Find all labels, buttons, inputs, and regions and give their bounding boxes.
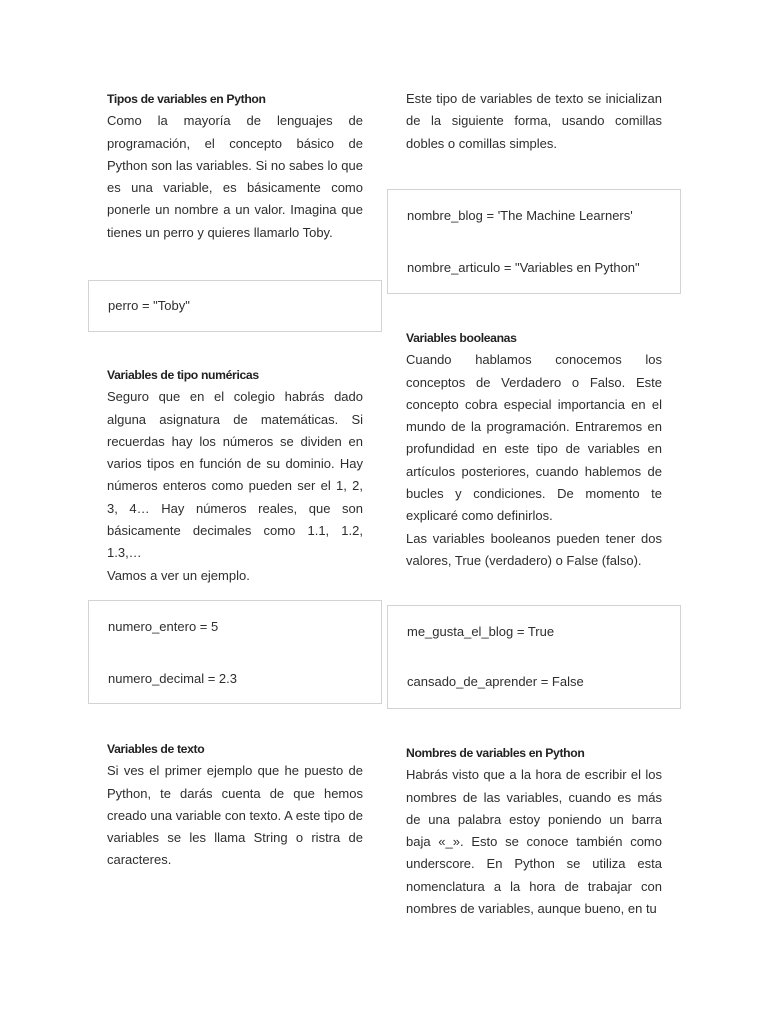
paragraph-numeric: Seguro que en el colegio habrás dado alguna asignatura de matemáticas. Si recuerdas hay los números se dividen en varios tipos en función de su dominio. Hay números enteros como pueden ser el 1, 2, 3, 4… Hay números reales, que son básicamente decimales como 1.1, 1.2, 1.3,… — [107, 389, 363, 561]
code-line: perro = "Toby" — [108, 298, 190, 313]
left-column — [107, 88, 363, 244]
code-line: cansado_de_aprender = False — [407, 674, 584, 689]
code-block-numbers — [88, 600, 382, 704]
code-line: nombre_blog = 'The Machine Learners' — [407, 208, 633, 223]
paragraph-variable-names: Habrás visto que a la hora de escribir el los nombres de las variables, cuando es más de una palabra estoy poniendo un barra baja «_». Esto se conoce también como underscore. En Python se utiliza esta nomenclatura a la hora de trabajar con nombres de variables, aunque bueno, en tu — [406, 767, 662, 917]
code-block-perro — [88, 280, 382, 332]
paragraph-text-variables: Si ves el primer ejemplo que he puesto de Python, te darás cuenta de que hemos creado una variable con texto. A este tipo de variables se les llama String o ristra de caracteres. — [107, 763, 363, 868]
code-line: numero_entero = 5 — [108, 619, 219, 634]
right-column — [406, 88, 662, 155]
paragraph-string-init: Este tipo de variables de texto se inicializan de la siguiente forma, usando comillas dobles o comillas simples. — [406, 91, 662, 151]
code-line: nombre_articulo = "Variables en Python" — [407, 260, 640, 275]
paragraph-boolean-values: Las variables booleanos pueden tener dos valores, True (verdadero) o False (falso). — [406, 530, 662, 568]
right-column-section-boolean — [406, 327, 662, 572]
section-heading-numeric: Variables de tipo numéricas — [107, 368, 259, 382]
paragraph-variable-types: Como la mayoría de lenguajes de programación, el concepto básico de Python son las variables. Si no sabes lo que es una variable, es básicamente como ponerle un nombre a un valor. Imagina que tienes un perro y quieres llamarlo Toby. — [107, 113, 363, 240]
code-block-strings — [387, 189, 681, 294]
left-column-section-numeric — [107, 364, 363, 587]
section-heading-variable-types: Tipos de variables en Python — [107, 92, 266, 106]
left-column-section-text — [107, 738, 363, 872]
right-column-section-names — [406, 742, 662, 920]
code-block-booleans — [387, 605, 681, 709]
paragraph-boolean: Cuando hablamos conocemos los conceptos de Verdadero o Falso. Este concepto cobra especial importancia en el mundo de la programación. Entraremos en profundidad en este tipo de variables en artículos posteriores, cuando hablemos de bucles y condiciones. De momento te explicaré como definirlos. — [406, 352, 662, 524]
paragraph-example: Vamos a ver un ejemplo. — [107, 567, 250, 583]
code-line: me_gusta_el_blog = True — [407, 624, 555, 639]
section-heading-variable-names: Nombres de variables en Python — [406, 746, 585, 760]
section-heading-text-variables: Variables de texto — [107, 742, 205, 756]
section-heading-boolean: Variables booleanas — [406, 331, 517, 345]
code-line: numero_decimal = 2.3 — [108, 671, 237, 686]
